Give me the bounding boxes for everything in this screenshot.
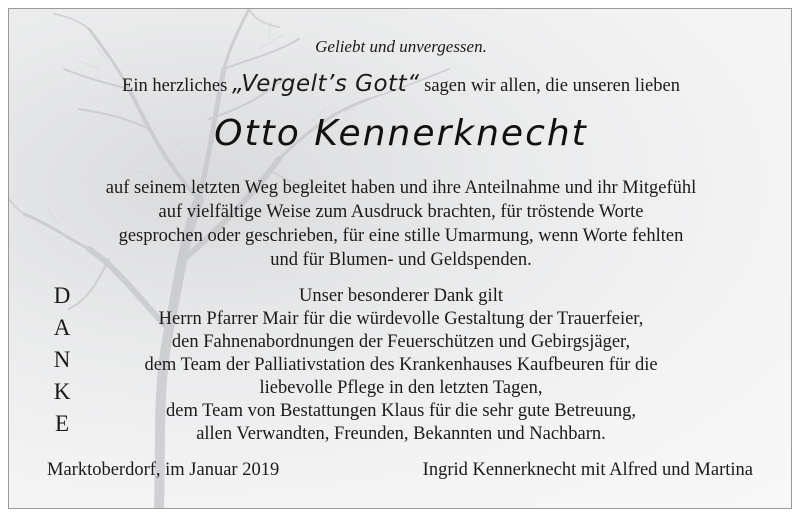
place-and-date: Marktoberdorf, im Januar 2019 [47, 460, 280, 480]
vergelts-gott-quote: „Vergelt’s Gott“ [231, 71, 420, 97]
body-line: auf seinem letzten Weg begleitet haben und ihre Anteilnahme und ihr Mitgefühl [105, 178, 697, 198]
body-line: gesprochen oder geschrieben, für eine stille Umarmung, wenn Worte fehlten [118, 226, 684, 246]
thanks-line-before: Ein herzliches [122, 76, 228, 96]
thanks-line-after: sagen wir allen, die unseren lieben [424, 76, 680, 96]
special-thanks-line: dem Team der Palliativstation des Krankenhauses Kaufbeuren für die [144, 355, 658, 375]
body-line: und für Blumen- und Geldspenden. [270, 250, 532, 270]
danke-letter: N [53, 347, 71, 372]
danke-letter: K [53, 379, 71, 404]
special-thanks-line: Unser besonderer Dank gilt [299, 286, 503, 306]
signatories: Ingrid Kennerknecht mit Alfred und Martina [422, 460, 753, 480]
body-line: auf vielfältige Weise zum Ausdruck brachten, für tröstende Worte [158, 202, 644, 222]
intro-line: Geliebt und unvergessen. [315, 37, 487, 56]
danke-letter: E [54, 411, 70, 436]
deceased-name: Otto Kennerknecht [214, 113, 588, 154]
obituary-card [8, 8, 792, 509]
danke-letter: A [53, 315, 71, 340]
special-thanks-line: Herrn Pfarrer Mair für die würdevolle Gestaltung der Trauerfeier, [158, 309, 644, 329]
special-thanks-line: den Fahnenabordnungen der Feuerschützen und Gebirgsjäger, [171, 332, 631, 352]
special-thanks-line: dem Team von Bestattungen Klaus für die sehr gute Betreuung, [166, 401, 636, 421]
special-thanks-line: allen Verwandten, Freunden, Bekannten und Nachbarn. [196, 424, 606, 444]
thanks-line [9, 71, 792, 97]
special-thanks-line: liebevolle Pflege in den letzten Tagen, [259, 378, 543, 398]
danke-letter: D [53, 283, 71, 308]
